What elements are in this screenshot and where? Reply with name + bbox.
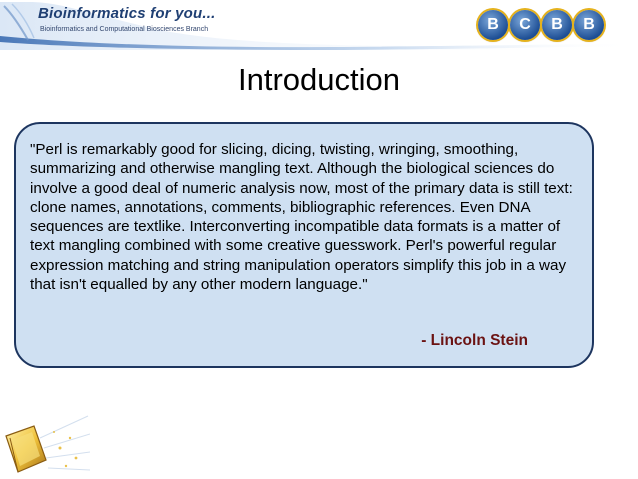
logo-letter-b: B (478, 10, 508, 40)
quote-text: "Perl is remarkably good for slicing, dicing, twisting, wringing, smoothing, summarizing and otherwise mangling text. Although the biological sciences do involve a good deal of numeric analysis now, most of the primary data is still text: clone names, annotations, comments, bibliographic references. Even DNA sequences are textlike. Interconverting incompatible data formats is a matter of text mangling combined with some creative guesswork. Perl's powerful regular expression matching and string manipulation operators simplify this job in a way that isn't equalled by any other modern language." (30, 141, 573, 294)
header-band (0, 0, 638, 50)
brand-subtitle: Bioinformatics and Computational Biosciences Branch (40, 26, 209, 33)
gold-book-icon (0, 408, 90, 479)
brand-title: Bioinformatics for you... (38, 5, 216, 22)
quote-box (14, 122, 594, 368)
logo-letter-b: B (574, 10, 604, 40)
bcbb-logo (478, 10, 604, 40)
logo-letter-c: C (510, 10, 540, 40)
quote-attribution: - Lincoln Stein (421, 332, 528, 349)
logo-letter-b: B (542, 10, 572, 40)
page-title: Introduction (238, 62, 400, 97)
